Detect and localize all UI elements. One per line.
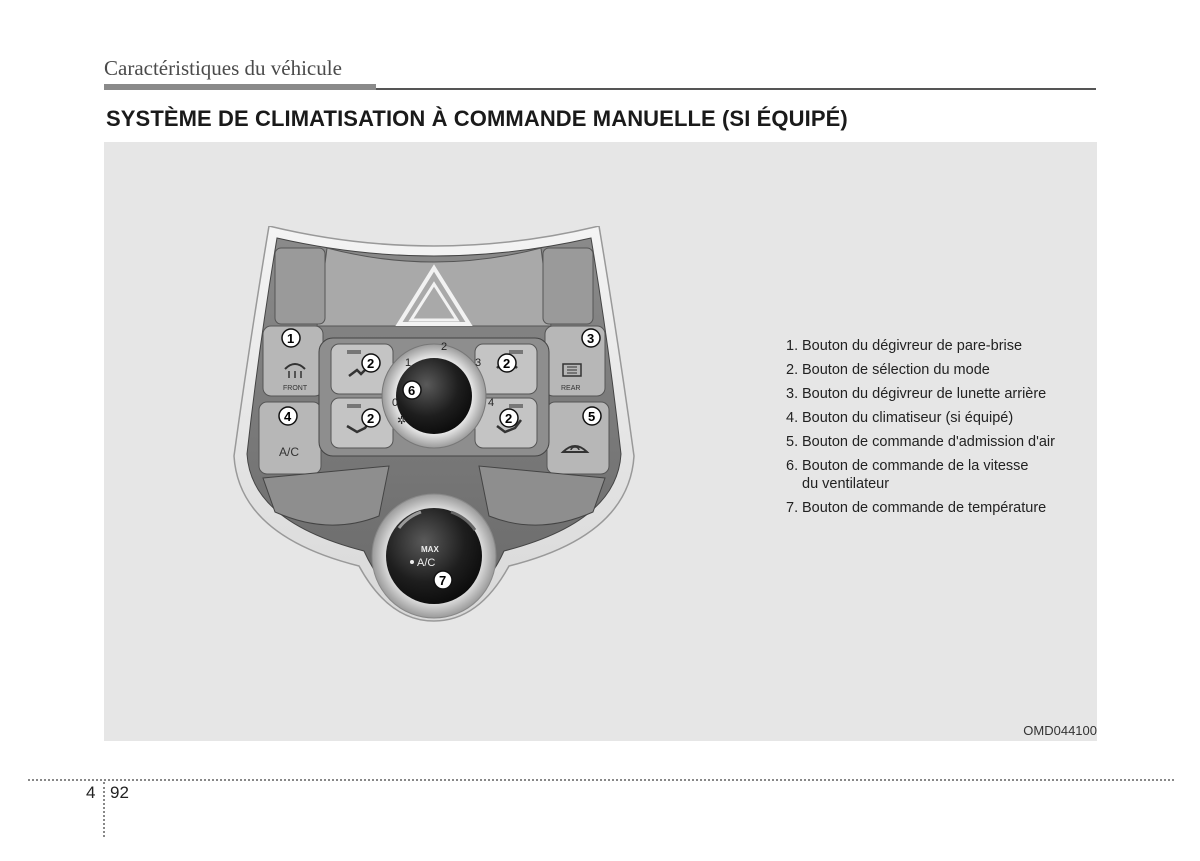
legend-list (786, 334, 1086, 520)
callout-2d (500, 409, 518, 427)
legend-item-1: 1. Bouton du dégivreur de pare-brise (786, 338, 1023, 354)
legend-item-6: 6. Bouton de commande de la vitesse du ventilateur (786, 458, 1029, 492)
chapter-number: 4 (86, 783, 96, 802)
svg-text:2: 2 (503, 356, 511, 371)
callout-3 (582, 329, 600, 347)
callout-5 (583, 407, 601, 425)
callout-2a (362, 354, 380, 372)
fan-icon: ✲ (397, 415, 407, 427)
svg-text:1: 1 (287, 331, 295, 346)
fan-scale-4: 4 (488, 397, 495, 409)
knob-ac-label: A/C (417, 557, 436, 569)
svg-text:4: 4 (284, 409, 292, 424)
rear-label: REAR (561, 385, 581, 392)
fan-scale-2: 2 (441, 341, 448, 353)
figure-code: OMD044100 (1023, 723, 1097, 738)
svg-text:2: 2 (367, 356, 375, 371)
legend-item-7: 7. Bouton de commande de température (786, 500, 1047, 516)
section-header: Caractéristiques du véhicule (104, 56, 342, 80)
svg-text:5: 5 (588, 409, 596, 424)
svg-text:7: 7 (439, 573, 447, 588)
page-number: 92 (110, 783, 129, 802)
callout-2c (498, 354, 516, 372)
callout-4 (279, 407, 297, 425)
footer-divider (103, 782, 105, 837)
callout-6 (403, 381, 421, 399)
page-title: SYSTÈME DE CLIMATISATION À COMMANDE MANUELLE (SI ÉQUIPÉ) (106, 106, 848, 131)
climate-control-illustration (179, 226, 689, 626)
footer-rule (28, 779, 1174, 781)
legend-item-5: 5. Bouton de commande d'admission d'air (786, 434, 1055, 450)
fan-scale-3: 3 (475, 357, 482, 369)
svg-text:6: 6 (408, 383, 416, 398)
svg-text:3: 3 (587, 331, 595, 346)
fan-scale-0: 0 (392, 397, 399, 409)
figure-panel (104, 142, 1097, 741)
fan-scale-1: 1 (405, 357, 412, 369)
svg-text:2: 2 (505, 411, 513, 426)
header-rule-accent (104, 84, 376, 90)
callout-1 (282, 329, 300, 347)
callout-2b (362, 409, 380, 427)
legend-item-2: 2. Bouton de sélection du mode (786, 362, 990, 378)
header-rule (376, 88, 1096, 90)
legend-item-4: 4. Bouton du climatiseur (si équipé) (786, 410, 1014, 426)
legend-item-3: 3. Bouton du dégivreur de lunette arrière (786, 386, 1047, 402)
front-label: FRONT (283, 385, 308, 392)
svg-text:2: 2 (367, 411, 375, 426)
max-label: MAX (421, 545, 439, 554)
left-top-strip (275, 248, 325, 324)
callout-7 (434, 571, 452, 589)
right-top-strip (543, 248, 593, 324)
ac-label: A/C (279, 445, 300, 459)
